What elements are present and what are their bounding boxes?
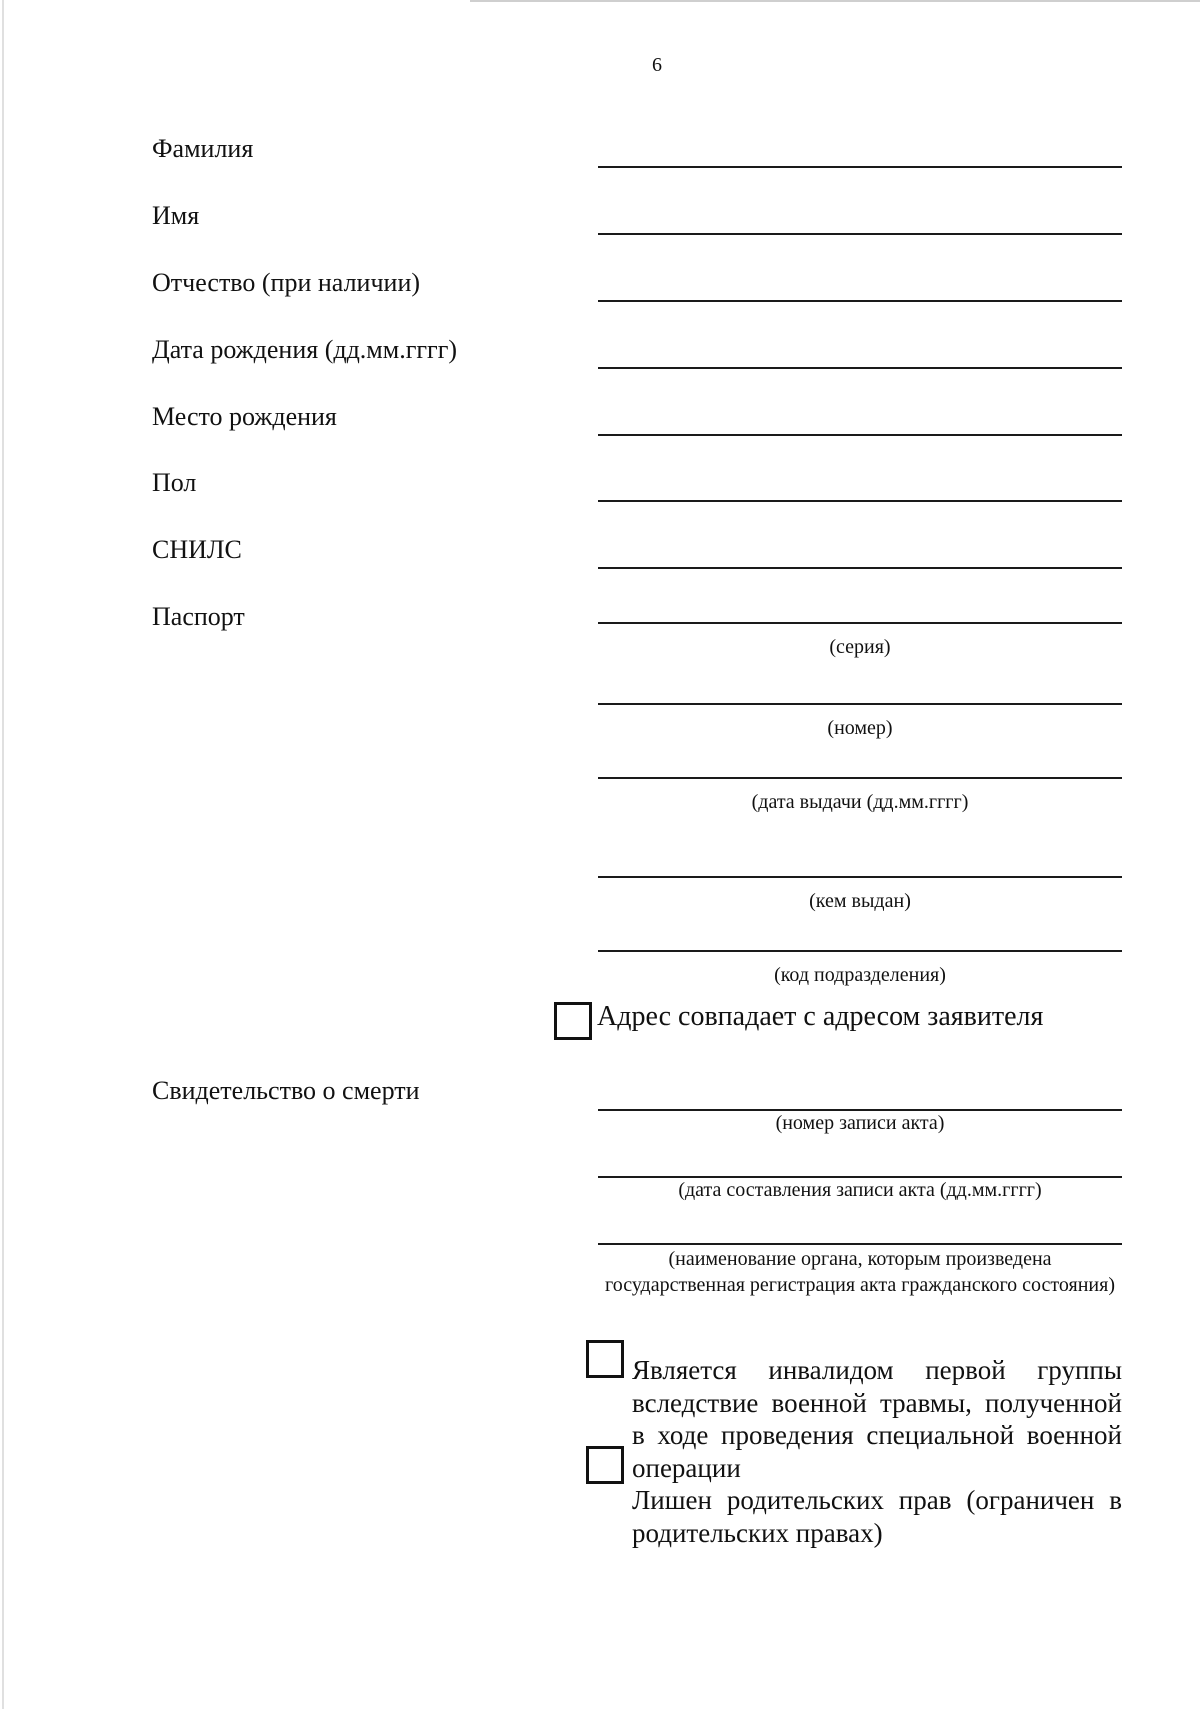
- page-number: 6: [652, 54, 662, 76]
- field-label-birth-date: Дата рождения (дд.мм.гггг): [152, 335, 458, 364]
- passport-issue-date-caption: (дата выдачи (дд.мм.гггг): [751, 791, 969, 813]
- death-certificate-label: Свидетельство о смерти: [152, 1076, 420, 1105]
- disability-checkbox[interactable]: [586, 1340, 624, 1378]
- passport-number-caption: (номер): [827, 717, 893, 739]
- field-label-surname: Фамилия: [152, 134, 254, 163]
- field-line-sex[interactable]: [598, 500, 1122, 502]
- field-line-snils[interactable]: [598, 567, 1122, 569]
- passport-division-code-caption: (код подразделения): [774, 964, 946, 986]
- passport-number-line[interactable]: [598, 703, 1122, 705]
- scan-top-edge: [470, 0, 1200, 2]
- field-line-patronymic[interactable]: [598, 300, 1122, 302]
- field-line-name[interactable]: [598, 233, 1122, 235]
- field-label-snils: СНИЛС: [152, 535, 242, 564]
- field-line-birth-date[interactable]: [598, 367, 1122, 369]
- death-record-number-line[interactable]: [598, 1109, 1122, 1111]
- passport-series-caption: (серия): [829, 636, 891, 658]
- field-label-name: Имя: [152, 201, 200, 230]
- passport-division-code-line[interactable]: [598, 950, 1122, 952]
- scan-left-edge: [2, 0, 4, 1709]
- passport-label: Паспорт: [152, 602, 245, 631]
- death-record-number-caption: (номер записи акта): [775, 1112, 945, 1134]
- field-label-birth-place: Место рождения: [152, 402, 337, 431]
- field-line-surname[interactable]: [598, 166, 1122, 168]
- address-match-checkbox[interactable]: [554, 1002, 592, 1040]
- passport-issued-by-caption: (кем выдан): [809, 890, 911, 912]
- parental-rights-checkbox[interactable]: [586, 1446, 624, 1484]
- passport-issue-date-line[interactable]: [598, 777, 1122, 779]
- registry-office-line[interactable]: [598, 1243, 1122, 1245]
- passport-series-line[interactable]: [598, 622, 1122, 624]
- death-record-date-line[interactable]: [598, 1176, 1122, 1178]
- death-record-date-caption: (дата составления записи акта (дд.мм.гггг): [678, 1179, 1042, 1201]
- field-label-sex: Пол: [152, 468, 197, 497]
- field-line-birth-place[interactable]: [598, 434, 1122, 436]
- address-match-label: Адрес совпадает с адресом заявителя: [597, 1001, 1044, 1032]
- field-label-patronymic: Отчество (при наличии): [152, 268, 421, 297]
- disability-label: Является инвалидом первой группы вследствие военной травмы, полученной в ходе проведения специальной военной операции: [632, 1355, 1122, 1483]
- passport-issued-by-line[interactable]: [598, 876, 1122, 878]
- registry-office-caption: (наименование органа, которым произведена государственная регистрация акта гражданского состояния): [605, 1248, 1115, 1296]
- parental-rights-label: Лишен родительских прав (ограничен в родительских правах): [632, 1485, 1122, 1548]
